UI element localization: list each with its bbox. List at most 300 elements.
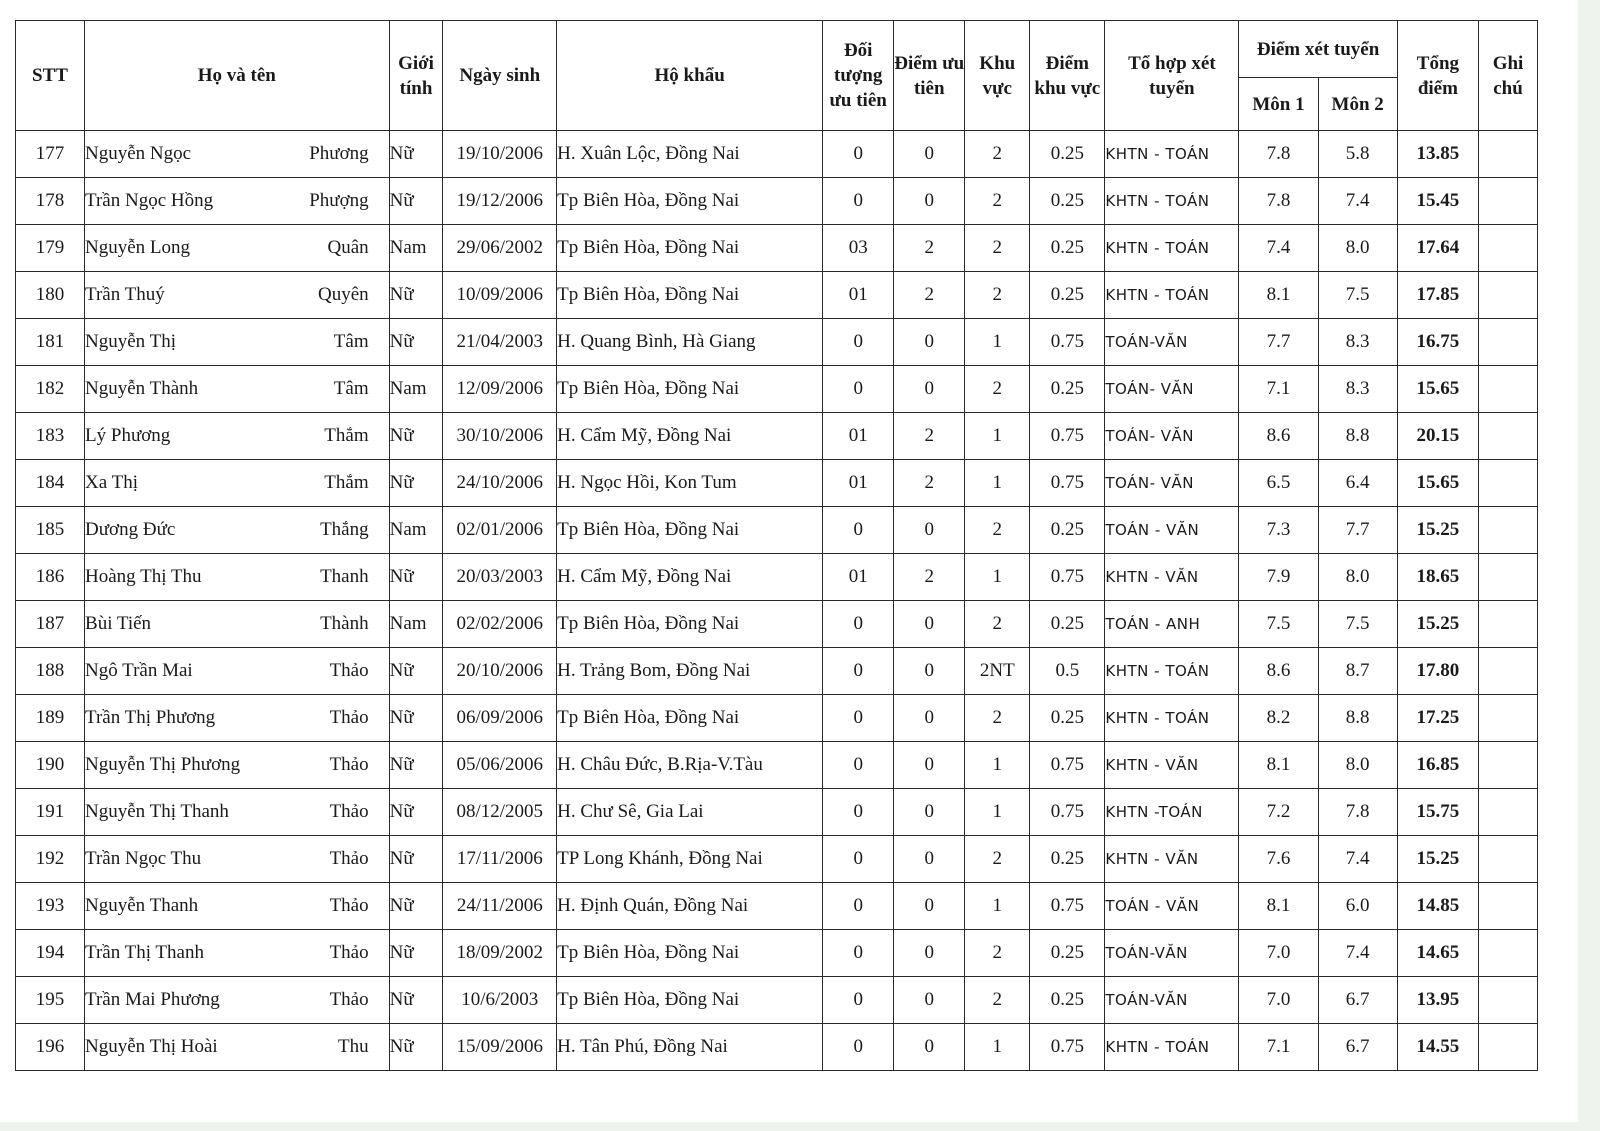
- cell-priority-points: 0: [894, 178, 965, 225]
- cell-region: 1: [965, 883, 1030, 930]
- cell-region: 1: [965, 1024, 1030, 1071]
- cell-date-of-birth: 06/09/2006: [443, 695, 557, 742]
- cell-subject-1: 7.3: [1239, 507, 1318, 554]
- cell-gender: Nữ: [389, 131, 443, 178]
- cell-subject-combination: KHTN - VĂN: [1105, 554, 1239, 601]
- header-priority-group: Đối tượng ưu tiên: [823, 21, 894, 131]
- cell-priority-points: 2: [894, 225, 965, 272]
- cell-subject-combination: TOÁN - VĂN: [1105, 883, 1239, 930]
- cell-total: 15.25: [1397, 507, 1478, 554]
- cell-total: 15.65: [1397, 460, 1478, 507]
- cell-notes: [1479, 507, 1538, 554]
- header-full-name: Họ và tên: [85, 21, 390, 131]
- cell-subject-combination: TOÁN-VĂN: [1105, 930, 1239, 977]
- cell-subject-1: 6.5: [1239, 460, 1318, 507]
- cell-date-of-birth: 29/06/2002: [443, 225, 557, 272]
- cell-priority-points: 2: [894, 460, 965, 507]
- cell-gender: Nữ: [389, 413, 443, 460]
- cell-priority-points: 2: [894, 272, 965, 319]
- cell-subject-2: 7.5: [1318, 272, 1397, 319]
- cell-date-of-birth: 12/09/2006: [443, 366, 557, 413]
- cell-date-of-birth: 02/01/2006: [443, 507, 557, 554]
- cell-household: Tp Biên Hòa, Đồng Nai: [557, 272, 823, 319]
- cell-subject-combination: TOÁN - VĂN: [1105, 507, 1239, 554]
- cell-full-name: [85, 836, 390, 883]
- table-row: [16, 789, 1538, 836]
- cell-household: H. Quang Bình, Hà Giang: [557, 319, 823, 366]
- cell-household: H. Chư Sê, Gia Lai: [557, 789, 823, 836]
- cell-subject-1: 7.2: [1239, 789, 1318, 836]
- cell-total: 15.45: [1397, 178, 1478, 225]
- cell-household: Tp Biên Hòa, Đồng Nai: [557, 930, 823, 977]
- table-row: [16, 225, 1538, 272]
- header-subject-combination: Tổ hợp xét tuyển: [1105, 21, 1239, 131]
- cell-household: Tp Biên Hòa, Đồng Nai: [557, 507, 823, 554]
- cell-stt: 179: [16, 225, 85, 272]
- cell-gender: Nữ: [389, 648, 443, 695]
- table-row: [16, 930, 1538, 977]
- cell-subject-combination: TOÁN - ANH: [1105, 601, 1239, 648]
- family-middle-name: Nguyễn Thành: [85, 378, 199, 399]
- cell-subject-combination: KHTN - VĂN: [1105, 836, 1239, 883]
- cell-subject-1: 8.6: [1239, 648, 1318, 695]
- cell-subject-2: 7.7: [1318, 507, 1397, 554]
- header-priority-points: Điểm ưu tiên: [894, 21, 965, 131]
- cell-priority-points: 0: [894, 836, 965, 883]
- cell-subject-combination: KHTN -TOÁN: [1105, 789, 1239, 836]
- cell-notes: [1479, 319, 1538, 366]
- table-row: [16, 460, 1538, 507]
- cell-stt: 188: [16, 648, 85, 695]
- header-date-of-birth: Ngày sinh: [443, 21, 557, 131]
- cell-stt: 190: [16, 742, 85, 789]
- cell-priority-points: 0: [894, 695, 965, 742]
- header-region: Khu vực: [965, 21, 1030, 131]
- cell-date-of-birth: 17/11/2006: [443, 836, 557, 883]
- table-row: [16, 554, 1538, 601]
- header-admission-scores: Điểm xét tuyển: [1239, 21, 1397, 78]
- cell-gender: Nam: [389, 366, 443, 413]
- cell-date-of-birth: 15/09/2006: [443, 1024, 557, 1071]
- cell-household: H. Định Quán, Đồng Nai: [557, 883, 823, 930]
- cell-region: 2: [965, 366, 1030, 413]
- family-middle-name: Xa Thị: [85, 472, 138, 493]
- table-row: [16, 836, 1538, 883]
- family-middle-name: Trần Thị Thanh: [85, 942, 204, 963]
- header-stt: STT: [16, 21, 85, 131]
- family-middle-name: Ngô Trần Mai: [85, 660, 193, 681]
- cell-full-name: [85, 554, 390, 601]
- cell-notes: [1479, 695, 1538, 742]
- family-middle-name: Trần Ngọc Thu: [85, 848, 202, 869]
- cell-full-name: [85, 742, 390, 789]
- table-row: [16, 131, 1538, 178]
- family-middle-name: Nguyễn Thị: [85, 331, 176, 352]
- given-name: Quyên: [317, 284, 369, 305]
- cell-subject-2: 8.0: [1318, 554, 1397, 601]
- cell-region-points: 0.75: [1030, 742, 1105, 789]
- cell-gender: Nữ: [389, 930, 443, 977]
- cell-subject-1: 7.1: [1239, 1024, 1318, 1071]
- header-notes: Ghi chú: [1479, 21, 1538, 131]
- cell-region: 2: [965, 272, 1030, 319]
- cell-priority-points: 0: [894, 648, 965, 695]
- cell-stt: 195: [16, 977, 85, 1024]
- cell-stt: 180: [16, 272, 85, 319]
- cell-date-of-birth: 10/6/2003: [443, 977, 557, 1024]
- cell-total: 13.95: [1397, 977, 1478, 1024]
- cell-subject-2: 8.8: [1318, 695, 1397, 742]
- cell-subject-2: 6.4: [1318, 460, 1397, 507]
- cell-subject-2: 8.3: [1318, 319, 1397, 366]
- cell-total: 14.65: [1397, 930, 1478, 977]
- cell-gender: Nam: [389, 507, 443, 554]
- given-name: Phương: [309, 143, 369, 164]
- family-middle-name: Nguyễn Ngọc: [85, 143, 192, 164]
- cell-priority-points: 0: [894, 131, 965, 178]
- cell-total: 17.80: [1397, 648, 1478, 695]
- cell-region: 2: [965, 977, 1030, 1024]
- cell-total: 16.85: [1397, 742, 1478, 789]
- cell-region-points: 0.25: [1030, 178, 1105, 225]
- cell-subject-combination: TOÁN-VĂN: [1105, 977, 1239, 1024]
- cell-date-of-birth: 02/02/2006: [443, 601, 557, 648]
- cell-date-of-birth: 20/10/2006: [443, 648, 557, 695]
- cell-subject-combination: TOÁN- VĂN: [1105, 366, 1239, 413]
- given-name: Tâm: [333, 331, 369, 352]
- given-name: Thanh: [320, 566, 369, 587]
- cell-region-points: 0.75: [1030, 460, 1105, 507]
- cell-household: Tp Biên Hòa, Đồng Nai: [557, 366, 823, 413]
- family-middle-name: Nguyễn Thị Hoài: [85, 1036, 218, 1057]
- family-middle-name: Dương Đức: [85, 519, 176, 540]
- table-row: [16, 413, 1538, 460]
- cell-region-points: 0.75: [1030, 554, 1105, 601]
- cell-region-points: 0.25: [1030, 695, 1105, 742]
- header-gender: Giới tính: [389, 21, 443, 131]
- cell-subject-2: 6.7: [1318, 977, 1397, 1024]
- cell-subject-1: 8.1: [1239, 742, 1318, 789]
- cell-stt: 191: [16, 789, 85, 836]
- cell-full-name: [85, 225, 390, 272]
- given-name: Thu: [338, 1036, 369, 1057]
- cell-total: 13.85: [1397, 131, 1478, 178]
- cell-household: Tp Biên Hòa, Đồng Nai: [557, 601, 823, 648]
- cell-priority-group: 0: [823, 366, 894, 413]
- cell-priority-points: 0: [894, 883, 965, 930]
- family-middle-name: Nguyễn Thị Thanh: [85, 801, 229, 822]
- cell-total: 15.65: [1397, 366, 1478, 413]
- cell-total: 14.55: [1397, 1024, 1478, 1071]
- cell-household: H. Xuân Lộc, Đồng Nai: [557, 131, 823, 178]
- cell-priority-points: 0: [894, 507, 965, 554]
- cell-household: H. Cẩm Mỹ, Đồng Nai: [557, 413, 823, 460]
- cell-notes: [1479, 930, 1538, 977]
- cell-total: 17.64: [1397, 225, 1478, 272]
- cell-full-name: [85, 789, 390, 836]
- cell-notes: [1479, 648, 1538, 695]
- cell-subject-combination: TOÁN- VĂN: [1105, 413, 1239, 460]
- cell-stt: 196: [16, 1024, 85, 1071]
- given-name: Thắm: [324, 425, 369, 446]
- cell-region-points: 0.25: [1030, 930, 1105, 977]
- cell-region-points: 0.75: [1030, 413, 1105, 460]
- cell-stt: 177: [16, 131, 85, 178]
- cell-subject-2: 8.3: [1318, 366, 1397, 413]
- cell-priority-group: 0: [823, 131, 894, 178]
- cell-household: H. Châu Đức, B.Rịa-V.Tàu: [557, 742, 823, 789]
- cell-stt: 192: [16, 836, 85, 883]
- cell-subject-2: 6.7: [1318, 1024, 1397, 1071]
- cell-region-points: 0.75: [1030, 319, 1105, 366]
- given-name: Tâm: [333, 378, 369, 399]
- cell-subject-2: 7.4: [1318, 836, 1397, 883]
- cell-region: 2: [965, 930, 1030, 977]
- cell-full-name: [85, 366, 390, 413]
- family-middle-name: Nguyễn Long: [85, 237, 191, 258]
- cell-priority-points: 2: [894, 413, 965, 460]
- cell-region: 1: [965, 413, 1030, 460]
- table-row: [16, 695, 1538, 742]
- cell-total: 17.25: [1397, 695, 1478, 742]
- cell-region: 1: [965, 319, 1030, 366]
- cell-subject-combination: KHTN - TOÁN: [1105, 695, 1239, 742]
- family-middle-name: Bùi Tiến: [85, 613, 152, 634]
- cell-gender: Nữ: [389, 554, 443, 601]
- cell-subject-2: 7.4: [1318, 178, 1397, 225]
- cell-household: H. Ngọc Hồi, Kon Tum: [557, 460, 823, 507]
- given-name: Thắng: [320, 519, 369, 540]
- cell-stt: 183: [16, 413, 85, 460]
- header-subject-1: Môn 1: [1239, 78, 1318, 131]
- cell-full-name: [85, 507, 390, 554]
- table-row: [16, 742, 1538, 789]
- cell-subject-1: 7.1: [1239, 366, 1318, 413]
- cell-total: 17.85: [1397, 272, 1478, 319]
- cell-household: H. Trảng Bom, Đồng Nai: [557, 648, 823, 695]
- cell-priority-group: 0: [823, 695, 894, 742]
- family-middle-name: Nguyễn Thị Phương: [85, 754, 241, 775]
- cell-gender: Nữ: [389, 977, 443, 1024]
- cell-gender: Nữ: [389, 272, 443, 319]
- cell-date-of-birth: 19/12/2006: [443, 178, 557, 225]
- cell-region: 2: [965, 601, 1030, 648]
- cell-subject-1: 7.8: [1239, 178, 1318, 225]
- family-middle-name: Lý Phương: [85, 425, 171, 446]
- cell-priority-group: 0: [823, 601, 894, 648]
- cell-total: 15.25: [1397, 601, 1478, 648]
- cell-subject-combination: KHTN - TOÁN: [1105, 1024, 1239, 1071]
- cell-subject-2: 7.4: [1318, 930, 1397, 977]
- cell-region-points: 0.5: [1030, 648, 1105, 695]
- cell-notes: [1479, 836, 1538, 883]
- cell-full-name: [85, 178, 390, 225]
- cell-date-of-birth: 19/10/2006: [443, 131, 557, 178]
- given-name: Phượng: [309, 190, 369, 211]
- given-name: Thành: [320, 613, 369, 634]
- cell-region: 2: [965, 131, 1030, 178]
- cell-region: 2: [965, 507, 1030, 554]
- given-name: Thảo: [329, 801, 369, 822]
- cell-notes: [1479, 225, 1538, 272]
- cell-priority-points: 0: [894, 1024, 965, 1071]
- cell-date-of-birth: 21/04/2003: [443, 319, 557, 366]
- cell-full-name: [85, 648, 390, 695]
- cell-subject-combination: TOÁN-VĂN: [1105, 319, 1239, 366]
- cell-region: 1: [965, 742, 1030, 789]
- header-subject-2: Môn 2: [1318, 78, 1397, 131]
- cell-notes: [1479, 601, 1538, 648]
- cell-total: 18.65: [1397, 554, 1478, 601]
- given-name: Thảo: [329, 848, 369, 869]
- cell-stt: 184: [16, 460, 85, 507]
- cell-gender: Nam: [389, 601, 443, 648]
- admission-results-table: [15, 20, 1538, 1071]
- cell-region-points: 0.25: [1030, 507, 1105, 554]
- cell-stt: 178: [16, 178, 85, 225]
- cell-full-name: [85, 1024, 390, 1071]
- given-name: Thảo: [329, 895, 369, 916]
- cell-stt: 186: [16, 554, 85, 601]
- cell-priority-group: 0: [823, 178, 894, 225]
- table-row: [16, 601, 1538, 648]
- cell-subject-combination: TOÁN- VĂN: [1105, 460, 1239, 507]
- cell-region-points: 0.75: [1030, 883, 1105, 930]
- cell-priority-group: 0: [823, 930, 894, 977]
- cell-priority-group: 01: [823, 272, 894, 319]
- cell-notes: [1479, 883, 1538, 930]
- cell-stt: 189: [16, 695, 85, 742]
- cell-gender: Nữ: [389, 460, 443, 507]
- cell-date-of-birth: 30/10/2006: [443, 413, 557, 460]
- cell-subject-1: 7.7: [1239, 319, 1318, 366]
- cell-date-of-birth: 18/09/2002: [443, 930, 557, 977]
- cell-subject-2: 7.5: [1318, 601, 1397, 648]
- cell-subject-2: 8.7: [1318, 648, 1397, 695]
- cell-subject-1: 7.8: [1239, 131, 1318, 178]
- cell-total: 14.85: [1397, 883, 1478, 930]
- family-middle-name: Trần Ngọc Hồng: [85, 190, 214, 211]
- cell-stt: 181: [16, 319, 85, 366]
- cell-region-points: 0.25: [1030, 836, 1105, 883]
- cell-region: 2NT: [965, 648, 1030, 695]
- cell-stt: 194: [16, 930, 85, 977]
- given-name: Thắm: [324, 472, 369, 493]
- cell-subject-2: 8.0: [1318, 742, 1397, 789]
- cell-gender: Nữ: [389, 695, 443, 742]
- cell-notes: [1479, 178, 1538, 225]
- table-header: [16, 21, 1538, 131]
- cell-region-points: 0.25: [1030, 131, 1105, 178]
- table-row: [16, 1024, 1538, 1071]
- family-middle-name: Hoàng Thị Thu: [85, 566, 202, 587]
- cell-date-of-birth: 10/09/2006: [443, 272, 557, 319]
- cell-total: 15.75: [1397, 789, 1478, 836]
- header-total: Tổng điểm: [1397, 21, 1478, 131]
- cell-priority-group: 01: [823, 413, 894, 460]
- cell-date-of-birth: 08/12/2005: [443, 789, 557, 836]
- cell-priority-points: 0: [894, 789, 965, 836]
- cell-total: 15.25: [1397, 836, 1478, 883]
- table-row: [16, 366, 1538, 413]
- cell-region-points: 0.25: [1030, 977, 1105, 1024]
- cell-subject-combination: KHTN - TOÁN: [1105, 648, 1239, 695]
- cell-region-points: 0.75: [1030, 1024, 1105, 1071]
- cell-region: 2: [965, 178, 1030, 225]
- header-region-points: Điểm khu vực: [1030, 21, 1105, 131]
- cell-region-points: 0.25: [1030, 272, 1105, 319]
- cell-gender: Nữ: [389, 836, 443, 883]
- table-row: [16, 648, 1538, 695]
- cell-notes: [1479, 131, 1538, 178]
- cell-household: TP Long Khánh, Đồng Nai: [557, 836, 823, 883]
- cell-priority-group: 0: [823, 319, 894, 366]
- cell-gender: Nữ: [389, 742, 443, 789]
- cell-region: 2: [965, 836, 1030, 883]
- cell-region: 2: [965, 225, 1030, 272]
- table-row: [16, 977, 1538, 1024]
- cell-gender: Nữ: [389, 178, 443, 225]
- cell-priority-points: 2: [894, 554, 965, 601]
- cell-household: Tp Biên Hòa, Đồng Nai: [557, 178, 823, 225]
- cell-subject-1: 7.9: [1239, 554, 1318, 601]
- table-body: [16, 131, 1538, 1071]
- given-name: Thảo: [329, 989, 369, 1010]
- cell-date-of-birth: 24/11/2006: [443, 883, 557, 930]
- cell-priority-points: 0: [894, 742, 965, 789]
- cell-notes: [1479, 272, 1538, 319]
- cell-notes: [1479, 977, 1538, 1024]
- cell-priority-group: 0: [823, 977, 894, 1024]
- cell-subject-combination: KHTN - TOÁN: [1105, 131, 1239, 178]
- cell-subject-combination: KHTN - VĂN: [1105, 742, 1239, 789]
- cell-region-points: 0.75: [1030, 789, 1105, 836]
- cell-date-of-birth: 05/06/2006: [443, 742, 557, 789]
- table-row: [16, 272, 1538, 319]
- cell-stt: 185: [16, 507, 85, 554]
- table-row: [16, 178, 1538, 225]
- cell-region: 1: [965, 460, 1030, 507]
- cell-date-of-birth: 24/10/2006: [443, 460, 557, 507]
- cell-region-points: 0.25: [1030, 366, 1105, 413]
- cell-priority-points: 0: [894, 601, 965, 648]
- given-name: Quân: [327, 237, 369, 258]
- given-name: Thảo: [329, 660, 369, 681]
- cell-priority-points: 0: [894, 319, 965, 366]
- cell-subject-1: 7.6: [1239, 836, 1318, 883]
- cell-priority-group: 0: [823, 883, 894, 930]
- cell-full-name: [85, 930, 390, 977]
- cell-stt: 193: [16, 883, 85, 930]
- cell-priority-group: 03: [823, 225, 894, 272]
- cell-subject-1: 7.5: [1239, 601, 1318, 648]
- cell-gender: Nam: [389, 225, 443, 272]
- cell-full-name: [85, 883, 390, 930]
- family-middle-name: Trần Thị Phương: [85, 707, 216, 728]
- cell-subject-2: 6.0: [1318, 883, 1397, 930]
- cell-priority-group: 0: [823, 742, 894, 789]
- cell-total: 20.15: [1397, 413, 1478, 460]
- cell-total: 16.75: [1397, 319, 1478, 366]
- family-middle-name: Trần Mai Phương: [85, 989, 220, 1010]
- cell-date-of-birth: 20/03/2003: [443, 554, 557, 601]
- cell-notes: [1479, 460, 1538, 507]
- cell-notes: [1479, 789, 1538, 836]
- cell-household: Tp Biên Hòa, Đồng Nai: [557, 695, 823, 742]
- cell-gender: Nữ: [389, 883, 443, 930]
- cell-full-name: [85, 319, 390, 366]
- cell-subject-combination: KHTN - TOÁN: [1105, 225, 1239, 272]
